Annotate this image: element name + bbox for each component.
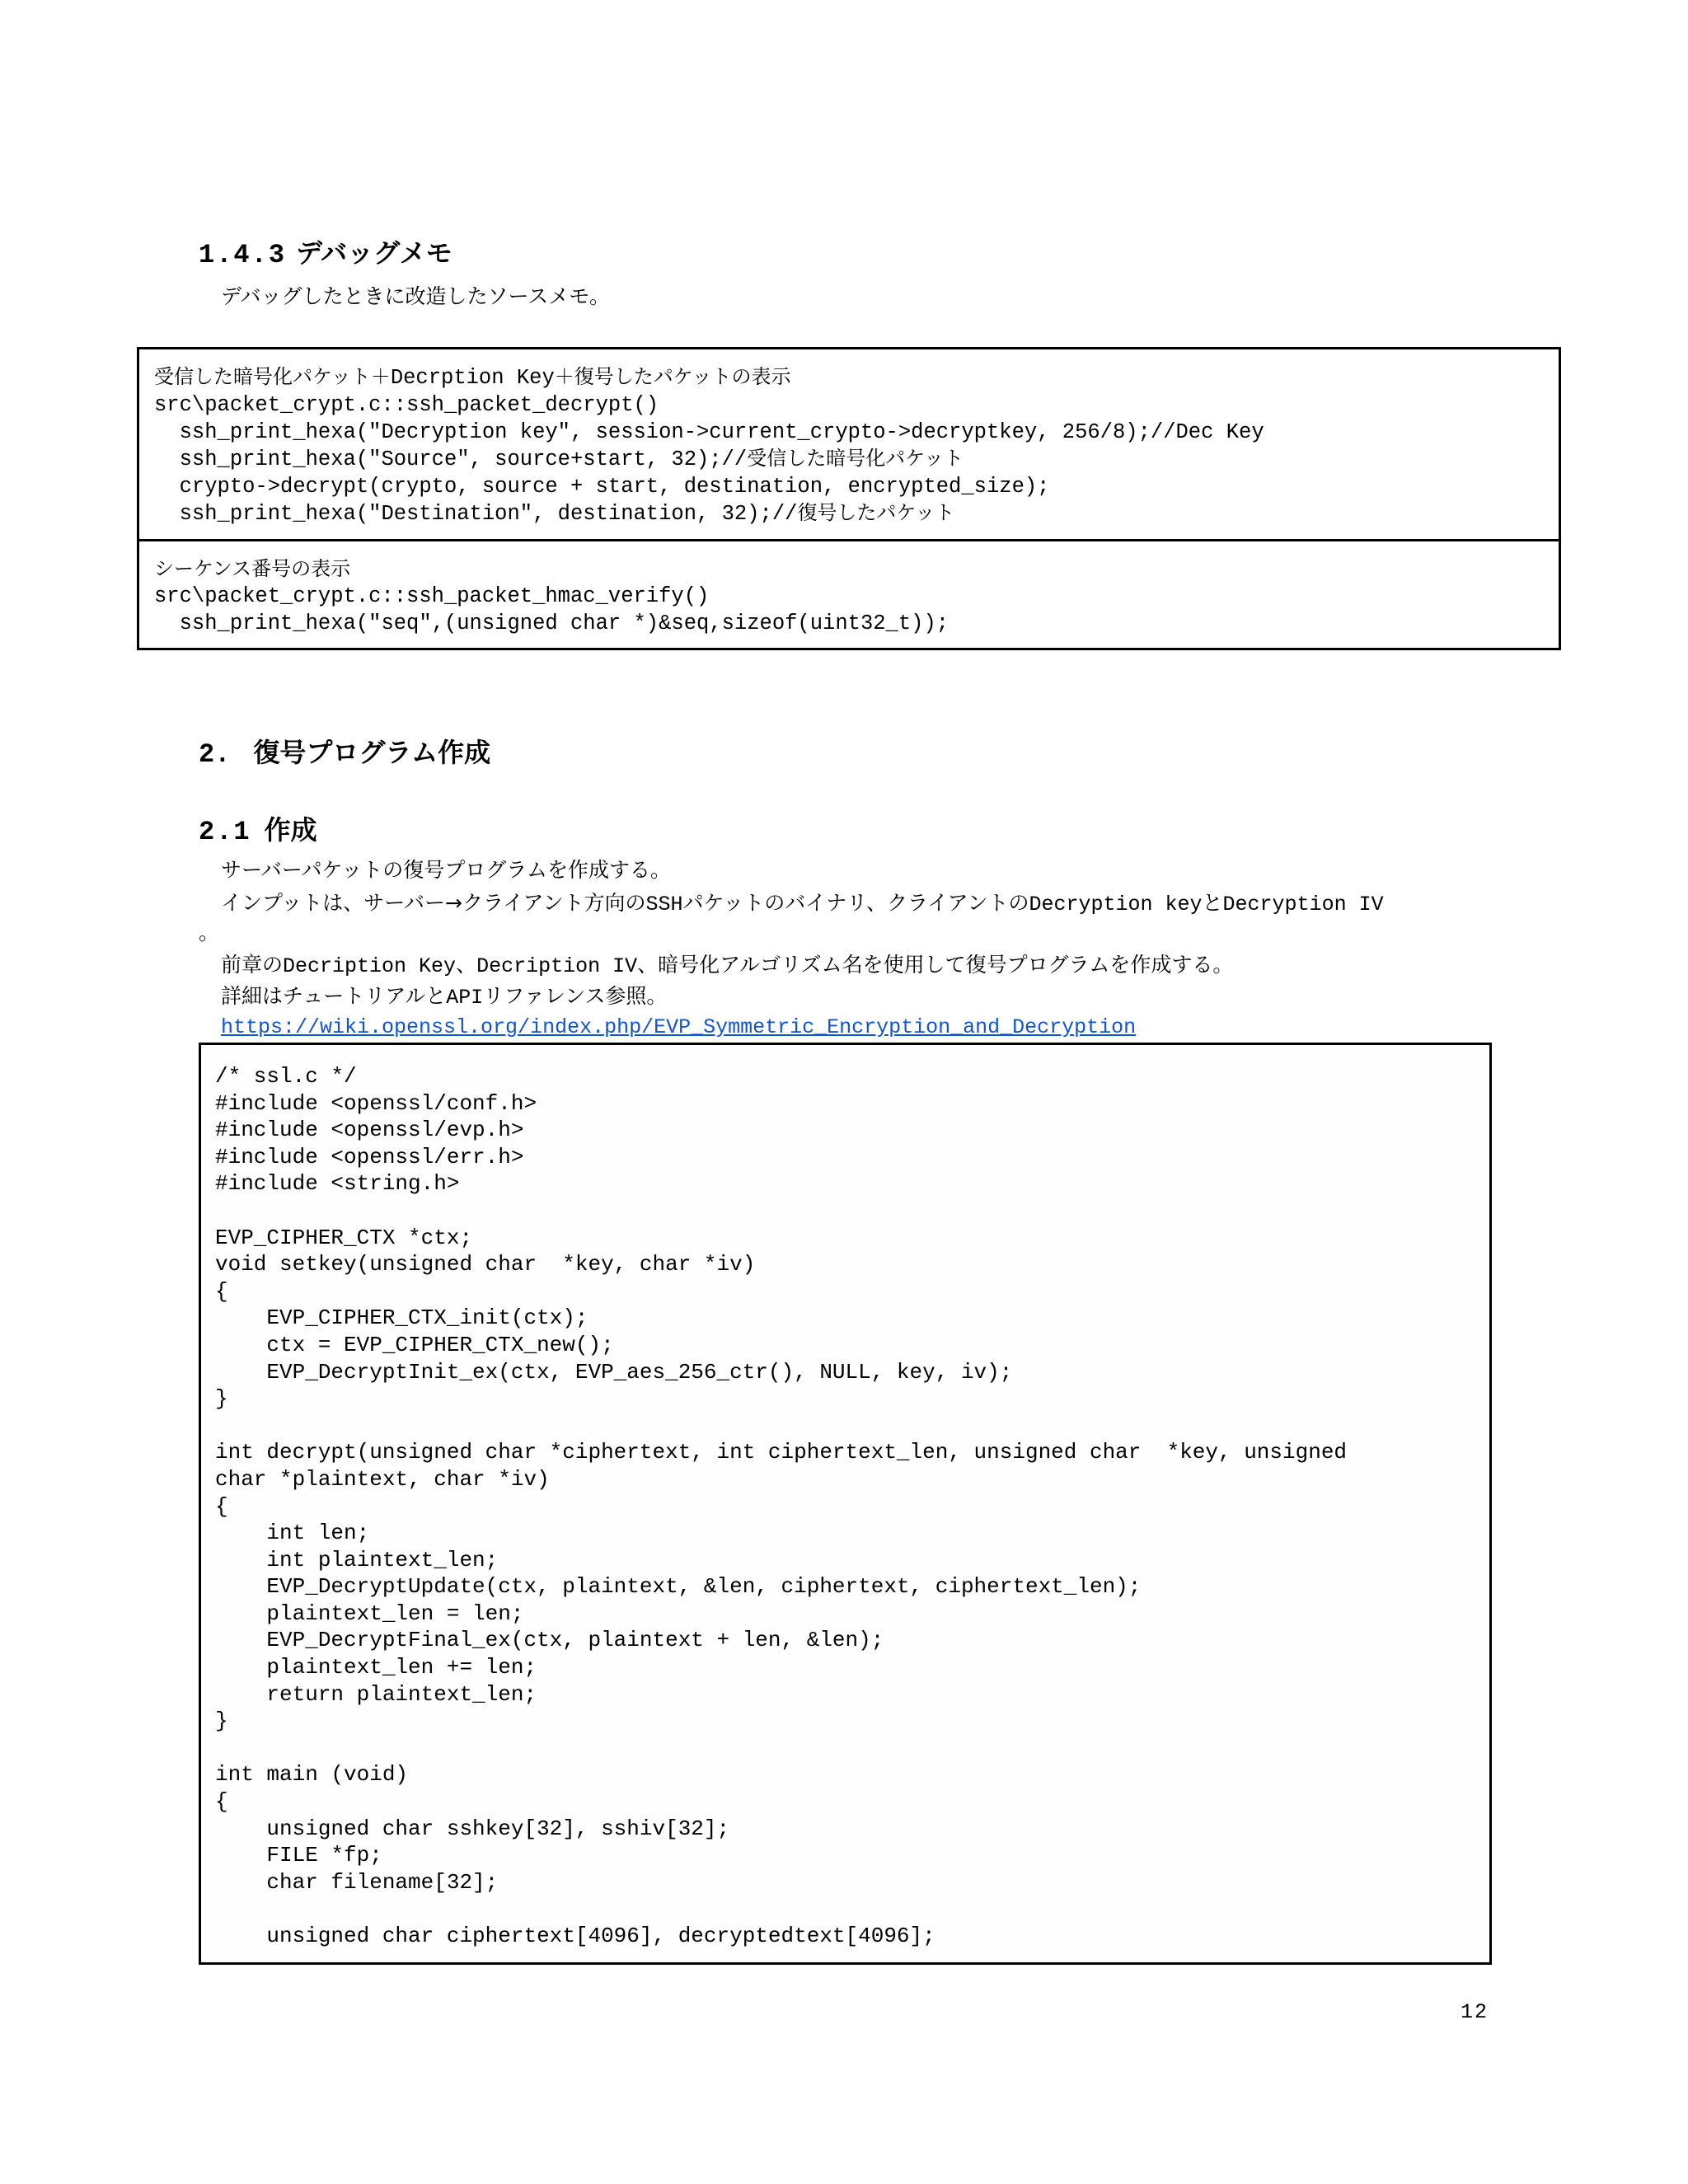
code-line: } [215,1708,228,1734]
code-line: #include <openssl/evp.h> [215,1118,524,1143]
code-line: FILE *fp; [215,1843,382,1868]
code-line: EVP_DecryptFinal_ex(ctx, plaintext + len, &len); [215,1628,884,1653]
code-text: Decryption IV [1222,893,1384,916]
code-line: EVP_CIPHER_CTX_init(ctx); [215,1305,588,1331]
code-text: ssh_print_hexa("Source", source+start, 32);// [154,448,748,471]
section-heading-2 [199,732,490,770]
code-text: src\packet_crypt.c::ssh_packet_decrypt() [154,393,659,417]
code-line: void setkey(unsigned char *key, char *iv) [215,1252,756,1277]
text: リファレンス参照。 [483,984,668,1008]
paragraph-2 [221,888,1384,920]
page-number: 12 [1461,2000,1489,2024]
code-block [215,1063,1347,1950]
code-line: ctx = EVP_CIPHER_CTX_new(); [215,1332,614,1357]
code-text: ssh_print_hexa("Decryption key", session->current_crypto->decryptkey, 256/8);//Dec Key [154,420,1264,444]
sequence-debug-block [139,555,1559,637]
code-line: char filename[32]; [215,1869,499,1895]
comment-text: 受信した暗号化パケット [747,447,964,470]
program-code-box [199,1043,1492,1965]
heading-code: Decrption Key [390,366,555,390]
code-line: { [215,1278,228,1304]
code-line: /* ssl.c */ [215,1064,357,1089]
code-text: API [446,986,484,1010]
code-line [215,1735,1347,1762]
code-text: crypto->decrypt(crypto, source + start, destination, encrypted_size); [154,475,1050,499]
debug-memo-box [137,347,1561,650]
code-line [154,472,1559,499]
text: と [1202,891,1223,915]
code-line: unsigned char sshkey[32], sshiv[32]; [215,1816,730,1841]
code-line [215,1197,1347,1225]
section-heading-1-4-3 [199,232,452,270]
code-text: Decription IV [476,954,638,978]
code-line: EVP_CIPHER_CTX *ctx; [215,1225,473,1250]
code-text: ssh_print_hexa("Destination", destination, 32);// [154,502,798,526]
block-heading: シーケンス番号の表示 [154,557,351,580]
code-line: int plaintext_len; [215,1547,499,1572]
section-title: 作成 [264,814,317,846]
code-line: EVP_DecryptUpdate(ctx, plaintext, &len, ciphertext, ciphertext_len); [215,1574,1142,1600]
code-text: SSH [645,893,683,916]
heading-text: 受信した暗号化パケット＋ [154,365,391,388]
heading-text: ＋復号したパケットの表示 [554,365,791,388]
text: 前章の [221,953,284,977]
paragraph-3 [221,950,1233,982]
block-heading [154,363,1559,391]
code-line [154,445,1559,472]
code-line [154,418,1559,445]
decrypt-debug-block [139,363,1559,527]
code-line: plaintext_len += len; [215,1655,537,1680]
code-line: unsigned char ciphertext[4096], decryptedtext[4096]; [215,1924,935,1948]
text: インプットは、サーバー→クライアント方向の [221,891,646,915]
code-line: return plaintext_len; [215,1681,537,1707]
code-line [154,499,1559,527]
openssl-wiki-link[interactable]: https://wiki.openssl.org/index.php/EVP_Symmetric_Encryption_and_Decryption [221,1015,1137,1039]
code-line: #include <string.h> [215,1171,460,1197]
section-description: デバッグしたときに改造したソースメモ。 [221,284,611,308]
code-line: { [215,1789,228,1815]
code-line: int decrypt(unsigned char *ciphertext, int ciphertext_len, unsigned char *key, unsigned [215,1440,1348,1465]
text: パケットのバイナリ、クライアントの [682,891,1029,915]
code-line: #include <openssl/err.h> [215,1144,524,1169]
paragraph-1: サーバーパケットの復号プログラムを作成する。 [221,858,672,882]
code-line: char *plaintext, char *iv) [215,1466,550,1492]
divider [139,539,1559,541]
code-line: #include <openssl/conf.h> [215,1090,537,1116]
text: 、暗号化アルゴリズム名を使用して復号プログラムを作成する。 [637,953,1234,977]
section-number: 2.1 [199,817,251,847]
code-text: Decription Key [283,954,457,978]
code-line [215,1413,1347,1440]
code-line [154,391,1559,418]
section-title: 復号プログラム作成 [253,737,491,768]
text: 、 [456,953,477,977]
text: 詳細はチュートリアルと [221,984,447,1008]
code-line: ssh_print_hexa("seq",(unsigned char *)&seq,sizeof(uint32_t)); [154,612,950,635]
section-number: 2. [199,739,231,770]
code-line: plaintext_len = len; [215,1601,524,1626]
section-heading-2-1 [199,809,317,847]
code-line: int len; [215,1521,370,1546]
code-line: EVP_DecryptInit_ex(ctx, EVP_aes_256_ctr(), NULL, key, iv); [215,1359,1013,1385]
section-title: デバッグメモ [296,237,452,269]
code-line: } [215,1386,228,1412]
paragraph-4 [221,982,667,1013]
comment-text: 復号したパケット [797,501,955,524]
section-number: 1.4.3 [199,240,287,270]
code-line: int main (void) [215,1762,409,1788]
code-line: src\packet_crypt.c::ssh_packet_hmac_verify() [154,584,710,608]
code-line [215,1896,1347,1923]
code-line: { [215,1493,228,1519]
paragraph-2-end: 。 [199,921,220,944]
code-text: Decryption key [1029,893,1203,916]
